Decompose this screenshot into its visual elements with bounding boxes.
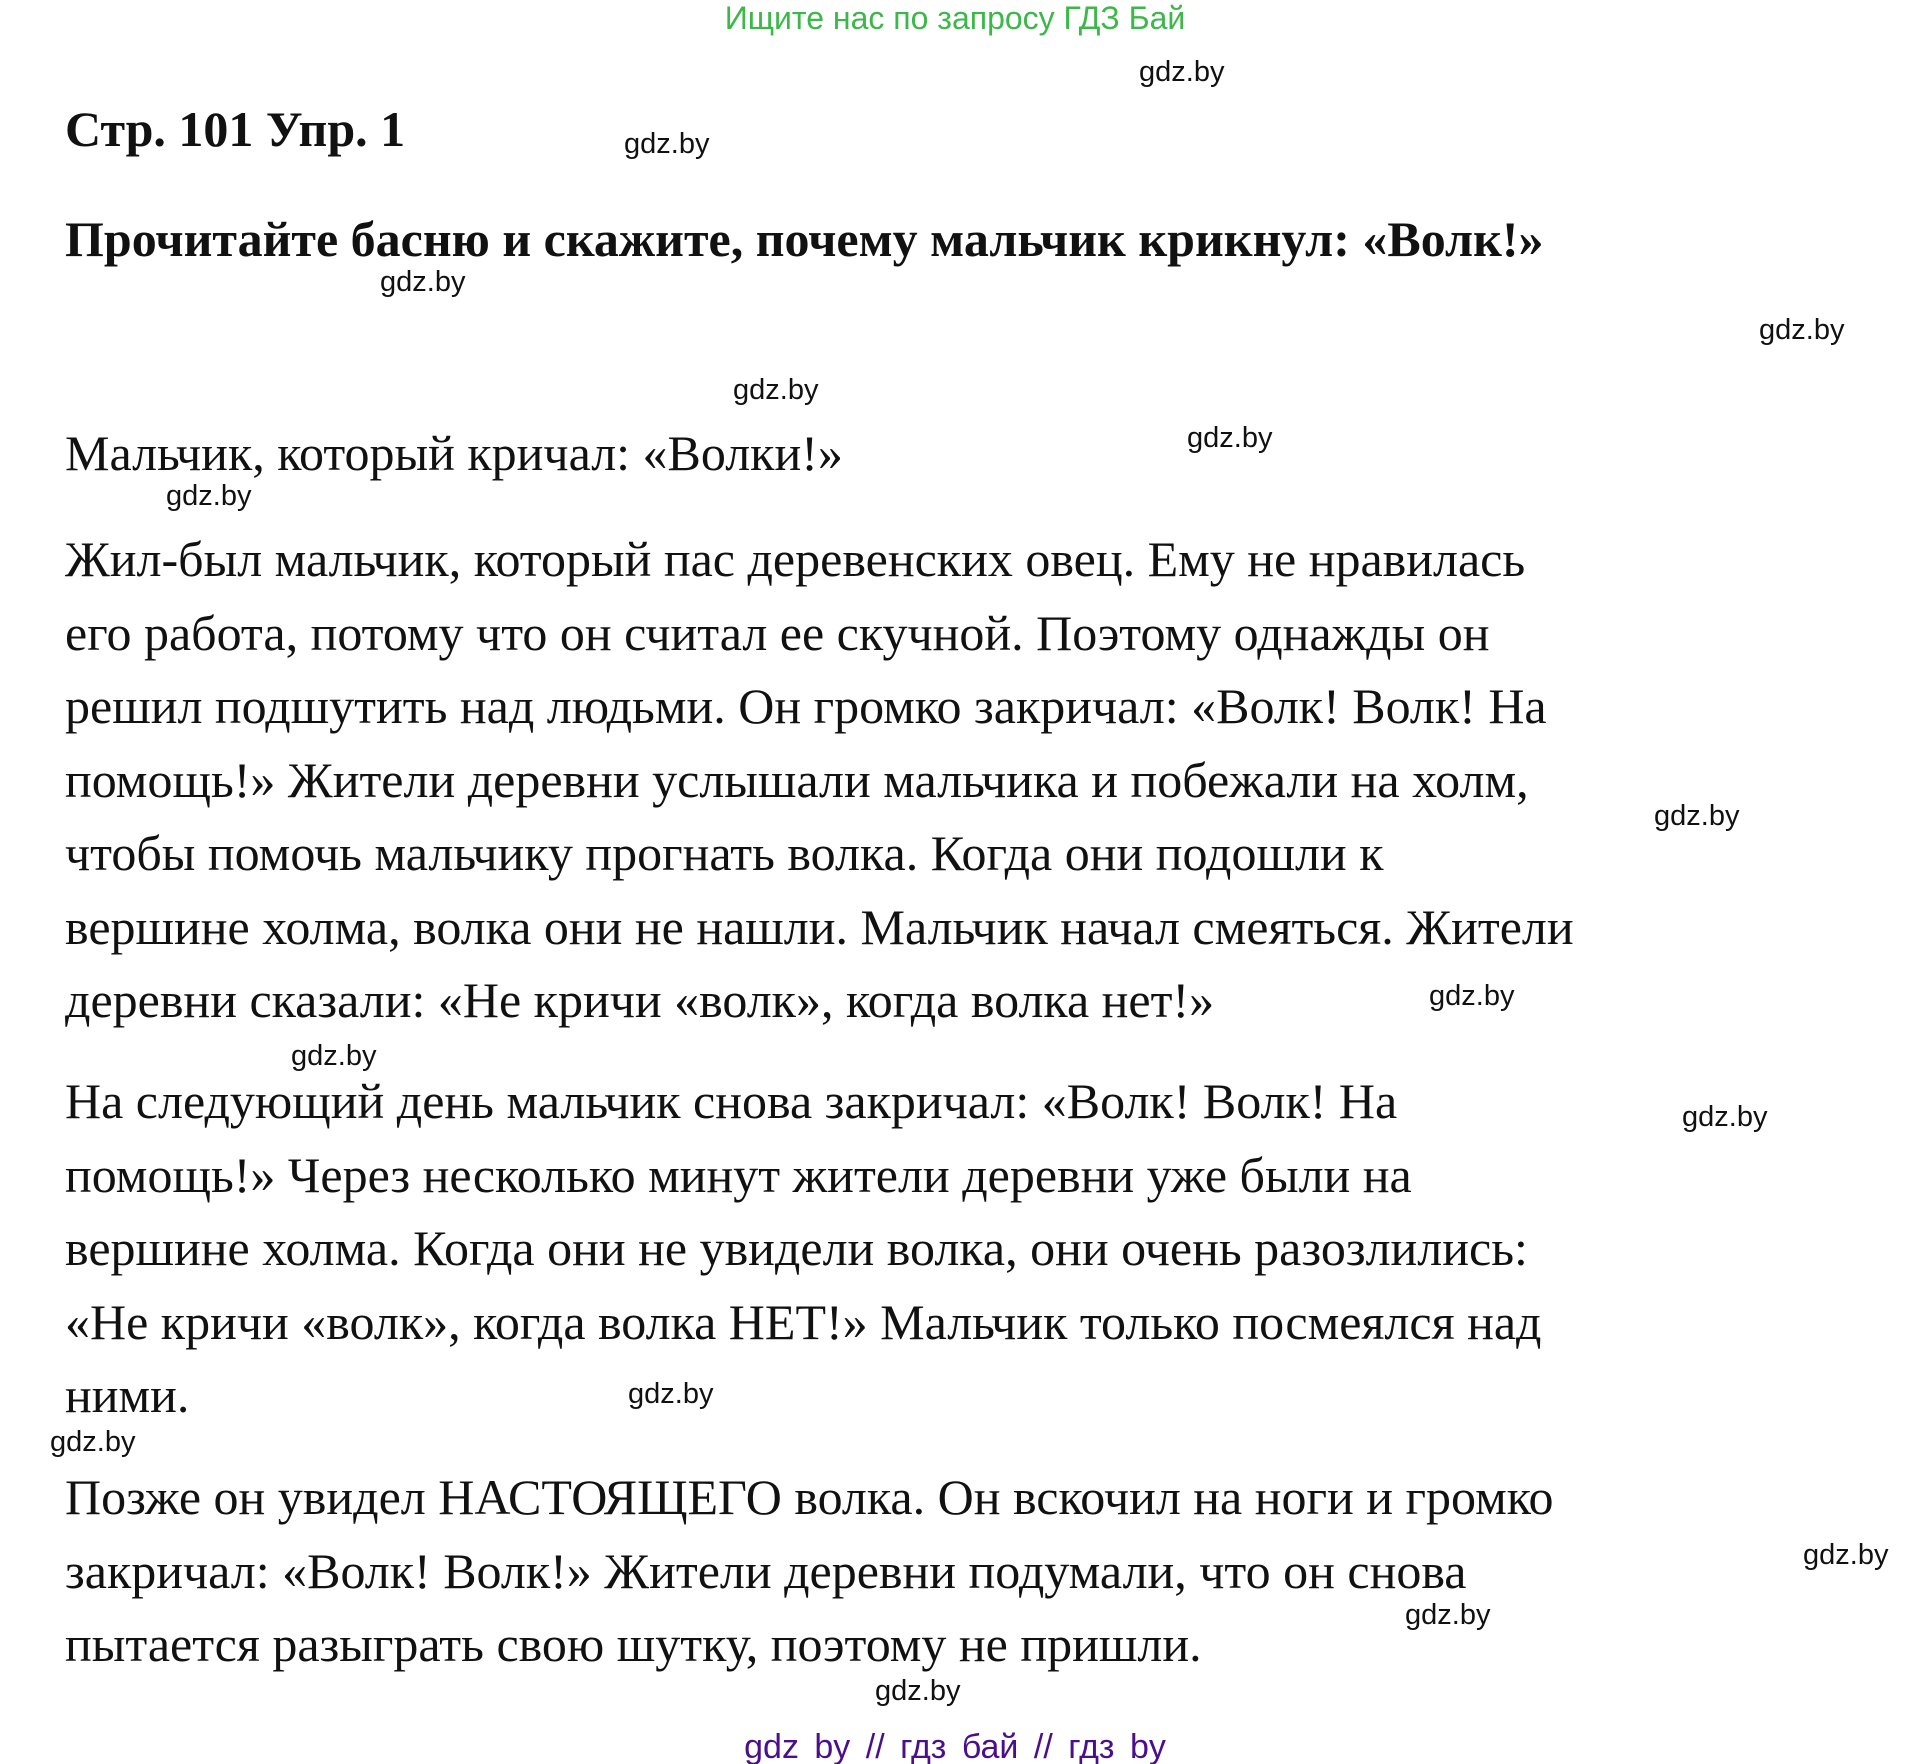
page-heading: Стр. 101 Упр. 1 [65, 101, 406, 157]
watermark: gdz.by [50, 1426, 136, 1458]
watermark: gdz.by [166, 480, 252, 512]
text-line: вершине холма. Когда они не увидели волка, они очень разозлились: [65, 1220, 1528, 1276]
watermark: gdz.by [1654, 800, 1740, 832]
watermark: gdz.by [380, 266, 466, 298]
watermark: gdz.by [1682, 1101, 1768, 1133]
text-line: чтобы помочь мальчику прогнать волка. Когда они подошли к [65, 825, 1384, 881]
text-line: ними. [65, 1367, 190, 1423]
watermark: gdz.by [733, 374, 819, 406]
text-line: решил подшутить над людьми. Он громко закричал: «Волк! Волк! На [65, 678, 1547, 734]
text-line: Жил-был мальчик, который пас деревенских овец. Ему не нравилась [65, 531, 1526, 587]
watermark: gdz.by [1405, 1599, 1491, 1631]
watermark: gdz.by [1429, 980, 1515, 1012]
paragraph-3 [65, 1461, 1553, 1682]
text-line: помощь!» Через несколько минут жители деревни уже были на [65, 1146, 1412, 1203]
watermark: gdz.by [1803, 1539, 1889, 1571]
watermark: gdz.by [624, 128, 710, 160]
story-title: Мальчик, который кричал: «Волки!» [65, 425, 843, 481]
top-banner: Ищите нас по запросу ГДЗ Бай [724, 0, 1186, 36]
text-line: его работа, потому что он считал ее скучной. Поэтому однажды он [65, 604, 1490, 661]
watermark: gdz.by [291, 1040, 377, 1072]
watermark: gdz.by [1187, 422, 1273, 454]
watermark: gdz.by [1759, 314, 1845, 346]
watermark: gdz.by [875, 1675, 961, 1707]
text-line: На следующий день мальчик снова закричал: «Волк! Волк! На [65, 1073, 1398, 1129]
footer-links: gdz by // гдз бай // гдз by [744, 1728, 1166, 1764]
text-line: пытается разыграть свою шутку, поэтому не пришли. [65, 1616, 1202, 1672]
text-line: Позже он увидел НАСТОЯЩЕГО волка. Он вскочил на ноги и громко [65, 1469, 1554, 1525]
watermark: gdz.by [628, 1378, 714, 1410]
text-line: закричал: «Волк! Волк!» Жители деревни подумали, что он снова [65, 1542, 1467, 1599]
paragraph-1 [65, 523, 1574, 1038]
task-text: Прочитайте басню и скажите, почему мальчик крикнул: «Волк!» [65, 211, 1544, 267]
watermark: gdz.by [1139, 56, 1225, 88]
text-line: деревни сказали: «Не кричи «волк», когда волка нет!» [65, 972, 1215, 1028]
text-line: вершине холма, волка они не нашли. Мальчик начал смеяться. Жители [65, 898, 1574, 955]
text-line: «Не кричи «волк», когда волка НЕТ!» Мальчик только посмеялся над [65, 1293, 1542, 1350]
text-line: помощь!» Жители деревни услышали мальчика и побежали на холм, [65, 751, 1529, 808]
paragraph-2 [65, 1065, 1541, 1433]
